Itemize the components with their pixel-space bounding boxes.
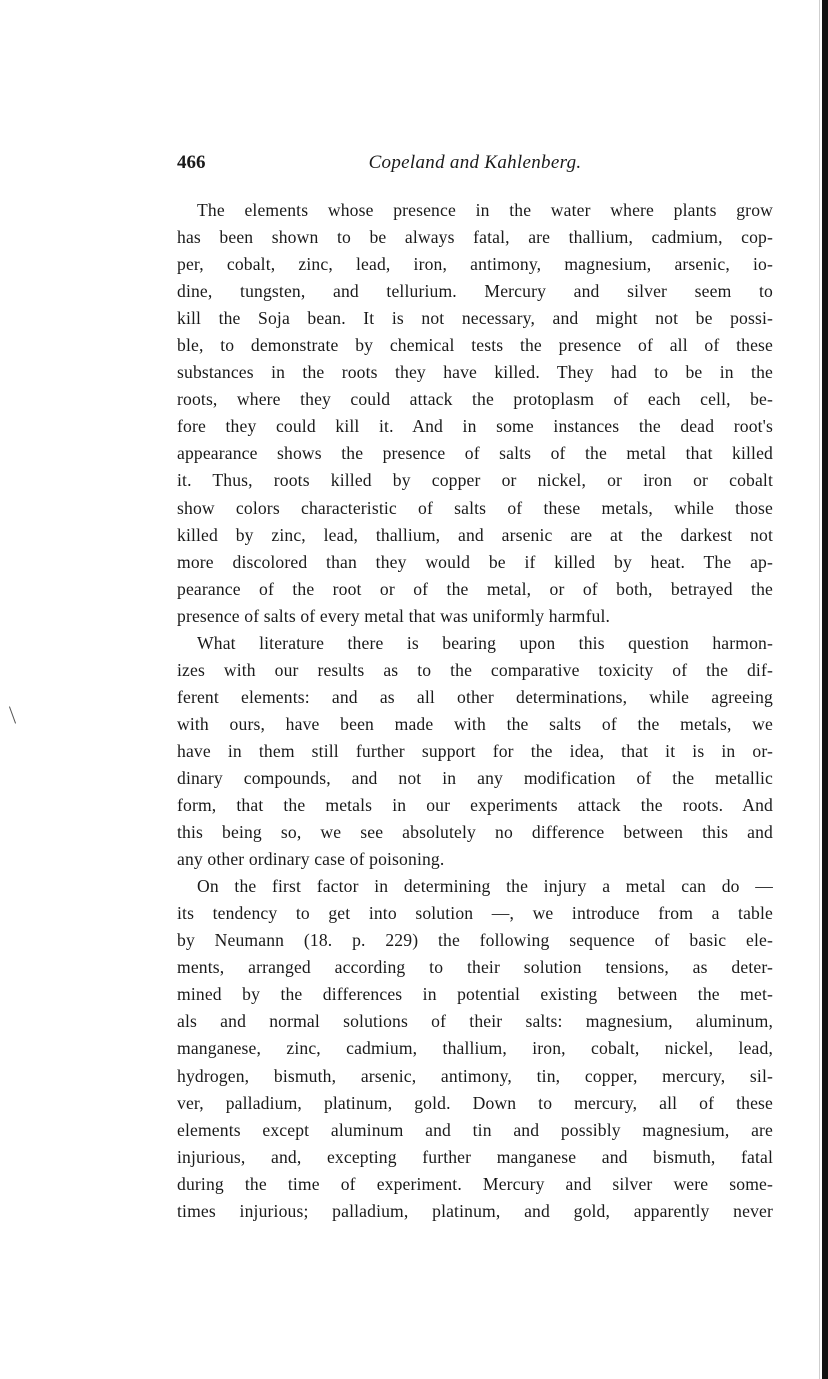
- text-line: fore they could kill it. And in some instances the dead root's: [177, 416, 773, 437]
- text-line: appearance shows the presence of salts of the metal that killed: [177, 443, 773, 464]
- text-line: injurious, and, excepting further manganese and bismuth, fatal: [177, 1146, 773, 1167]
- text-line: elements except aluminum and tin and possibly magnesium, are: [177, 1119, 773, 1140]
- text-line: ferent elements: and as all other determinations, while agreeing: [177, 686, 773, 707]
- scan-border-line: [819, 0, 820, 1379]
- text-line: hydrogen, bismuth, arsenic, antimony, tin, copper, mercury, sil-: [177, 1065, 773, 1086]
- text-line: by Neumann (18. p. 229) the following sequence of basic ele-: [177, 930, 773, 951]
- text-line: has been shown to be always fatal, are thallium, cadmium, cop-: [177, 227, 773, 248]
- paragraph-2: [177, 630, 773, 873]
- text-line: pearance of the root or of the metal, or of both, betrayed the: [177, 578, 773, 599]
- text-line: more discolored than they would be if killed by heat. The ap-: [177, 551, 773, 572]
- text-line: per, cobalt, zinc, lead, iron, antimony, magnesium, arsenic, io-: [177, 254, 773, 275]
- text-line: this being so, we see absolutely no difference between this and: [177, 822, 773, 843]
- text-line: have in them still further support for the idea, that it is in or-: [177, 740, 773, 761]
- text-line: On the first factor in determining the injury a metal can do —: [197, 876, 773, 897]
- text-line: presence of salts of every metal that was uniformly harmful.: [177, 605, 611, 626]
- text-line: The elements whose presence in the water where plants grow: [197, 200, 773, 220]
- scan-border: [822, 0, 828, 1379]
- text-line: mined by the differences in potential existing between the met-: [177, 984, 773, 1005]
- text-line: ver, palladium, platinum, gold. Down to mercury, all of these: [177, 1092, 773, 1113]
- paragraph-1: [177, 197, 773, 630]
- text-line: times injurious; palladium, platinum, and gold, apparently never: [177, 1200, 773, 1221]
- text-line: ble, to demonstrate by chemical tests the presence of all of these: [177, 335, 773, 356]
- text-line: killed by zinc, lead, thallium, and arsenic are at the darkest not: [177, 524, 773, 545]
- page-header: [177, 152, 773, 178]
- text-line: izes with our results as to the comparative toxicity of the dif-: [177, 659, 773, 680]
- body-text: [177, 197, 773, 1225]
- text-line: form, that the metals in our experiments attack the roots. And: [177, 795, 773, 816]
- text-line: substances in the roots they have killed. They had to be in the: [177, 362, 773, 383]
- text-line: any other ordinary case of poisoning.: [177, 849, 445, 870]
- text-line: dinary compounds, and not in any modification of the metallic: [177, 767, 773, 788]
- text-line: dine, tungsten, and tellurium. Mercury and silver seem to: [177, 281, 773, 302]
- text-line: als and normal solutions of their salts: magnesium, aluminum,: [177, 1011, 773, 1032]
- text-line: during the time of experiment. Mercury and silver were some-: [177, 1173, 773, 1194]
- text-line: show colors characteristic of salts of these metals, while those: [177, 497, 773, 518]
- text-line: kill the Soja bean. It is not necessary, and might not be possi-: [177, 308, 773, 329]
- text-line: it. Thus, roots killed by copper or nickel, or iron or cobalt: [177, 470, 773, 491]
- text-line: its tendency to get into solution —, we introduce from a table: [177, 903, 773, 924]
- margin-mark: [9, 706, 16, 723]
- paragraph-3: [177, 873, 773, 1225]
- text-line: manganese, zinc, cadmium, thallium, iron, cobalt, nickel, lead,: [177, 1038, 773, 1059]
- page-number: 466: [177, 152, 206, 173]
- text-line: ments, arranged according to their solution tensions, as deter-: [177, 957, 773, 978]
- text-line: with ours, have been made with the salts of the metals, we: [177, 713, 773, 734]
- running-head: Copeland and Kahlenberg.: [368, 152, 582, 173]
- text-line: roots, where they could attack the protoplasm of each cell, be-: [177, 389, 773, 410]
- text-line: What literature there is bearing upon this question harmon-: [197, 632, 773, 653]
